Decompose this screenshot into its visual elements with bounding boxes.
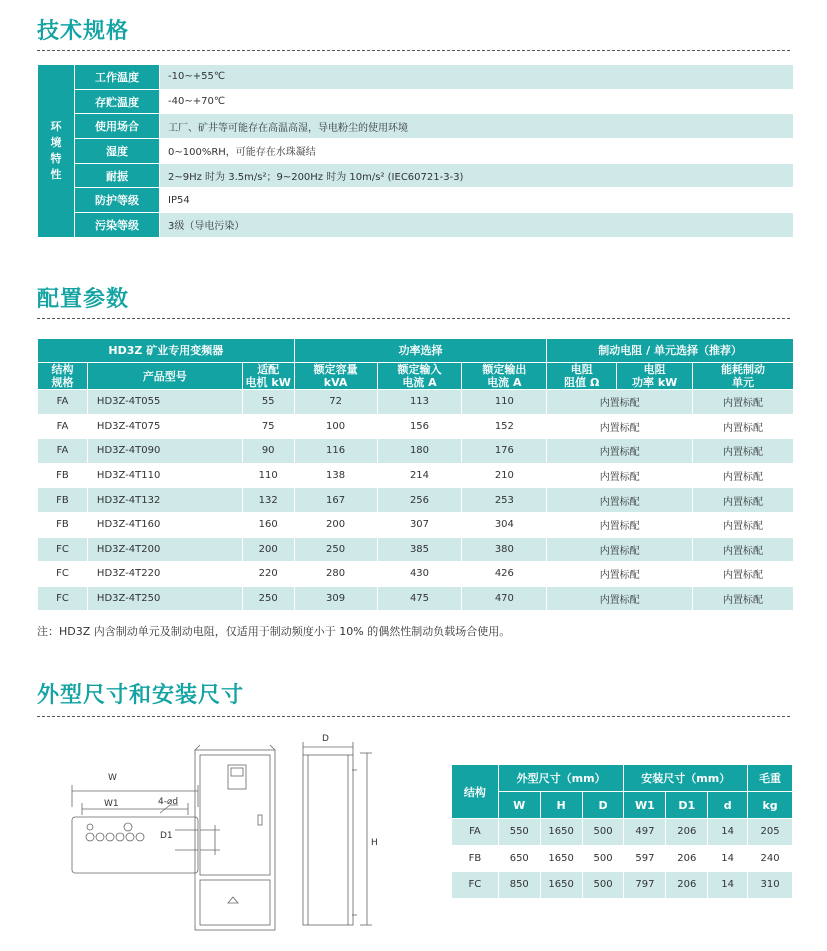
table-cell: 475 <box>377 586 462 611</box>
table-row <box>38 488 794 513</box>
table-cell: 72 <box>294 390 377 415</box>
dims-head-struct: 结构 <box>452 765 499 819</box>
table-cell: 内置标配 <box>547 439 693 464</box>
env-label: 耐振 <box>75 163 160 188</box>
env-label: 工作温度 <box>75 65 160 90</box>
table-cell: 14 <box>708 845 748 872</box>
table-cell: 110 <box>462 390 547 415</box>
table-cell: 206 <box>666 872 708 899</box>
table-row <box>452 819 793 846</box>
config-col-header: 额定输入 电流 A <box>377 363 462 390</box>
table-cell: 内置标配 <box>693 439 794 464</box>
cabinet-drawing <box>60 725 390 940</box>
table-cell: 116 <box>294 439 377 464</box>
table-cell: 90 <box>242 439 294 464</box>
config-col-header: 额定输出 电流 A <box>462 363 547 390</box>
config-col-header: 产品型号 <box>87 363 242 390</box>
table-cell: 138 <box>294 463 377 488</box>
dims-head-outer: 外型尺寸（mm） <box>498 765 624 792</box>
table-cell: 797 <box>624 872 666 899</box>
dims-sub-header: H <box>540 792 582 819</box>
table-cell: 650 <box>498 845 540 872</box>
table-cell: 220 <box>242 562 294 587</box>
table-cell: 307 <box>377 512 462 537</box>
table-cell: 214 <box>377 463 462 488</box>
section-title-dims: 外型尺寸和安装尺寸 <box>37 683 245 708</box>
table-cell: 470 <box>462 586 547 611</box>
env-row <box>38 213 794 238</box>
table-cell: 240 <box>748 845 793 872</box>
table-cell: HD3Z-4T110 <box>87 463 242 488</box>
table-cell: 253 <box>462 488 547 513</box>
table-cell: 内置标配 <box>693 586 794 611</box>
env-row <box>38 163 794 188</box>
table-cell: 156 <box>377 414 462 439</box>
table-cell: HD3Z-4T055 <box>87 390 242 415</box>
env-value: 0~100%RH，可能存在水珠凝结 <box>160 139 794 164</box>
env-label: 污染等级 <box>75 213 160 238</box>
table-cell: HD3Z-4T200 <box>87 537 242 562</box>
table-cell: 597 <box>624 845 666 872</box>
table-cell: 113 <box>377 390 462 415</box>
table-cell: 426 <box>462 562 547 587</box>
table-cell: 14 <box>708 819 748 846</box>
table-cell: 160 <box>242 512 294 537</box>
env-value: 2~9Hz 时为 3.5m/s²；9~200Hz 时为 10m/s² (IEC60721-3-3) <box>160 163 794 188</box>
table-cell: 200 <box>242 537 294 562</box>
top-view-drawing <box>72 785 220 873</box>
label-w1: W1 <box>104 799 119 809</box>
table-cell: 内置标配 <box>693 488 794 513</box>
table-cell: FB <box>38 512 88 537</box>
table-cell: HD3Z-4T220 <box>87 562 242 587</box>
dims-sub-header: D <box>582 792 624 819</box>
table-cell: 75 <box>242 414 294 439</box>
env-table <box>37 64 794 238</box>
table-cell: FC <box>38 562 88 587</box>
dims-head-install: 安装尺寸（mm） <box>624 765 748 792</box>
table-cell: FB <box>38 463 88 488</box>
table-cell: 250 <box>294 537 377 562</box>
env-row <box>38 65 794 90</box>
section-title-tech: 技术规格 <box>37 19 130 44</box>
table-cell: 14 <box>708 872 748 899</box>
table-cell: 内置标配 <box>547 537 693 562</box>
config-col-header: 电阻 功率 kW <box>617 363 693 390</box>
table-cell: FC <box>38 586 88 611</box>
env-row <box>38 139 794 164</box>
table-cell: FA <box>452 819 499 846</box>
table-cell: 304 <box>462 512 547 537</box>
table-cell: 550 <box>498 819 540 846</box>
table-cell: 内置标配 <box>547 512 693 537</box>
divider <box>37 318 790 319</box>
table-cell: FC <box>38 537 88 562</box>
table-cell: 250 <box>242 586 294 611</box>
table-cell: FB <box>452 845 499 872</box>
env-value: -10~+55℃ <box>160 65 794 90</box>
dims-table <box>451 764 793 899</box>
env-label: 存贮温度 <box>75 89 160 114</box>
label-d1: D1 <box>160 831 173 841</box>
label-w: W <box>108 773 117 783</box>
env-label: 湿度 <box>75 139 160 164</box>
env-label: 防护等级 <box>75 188 160 213</box>
env-value: -40~+70℃ <box>160 89 794 114</box>
table-cell: 内置标配 <box>693 512 794 537</box>
table-cell: 55 <box>242 390 294 415</box>
config-group-brake: 制动电阻 / 单元选择（推荐） <box>547 339 794 363</box>
table-cell: 500 <box>582 845 624 872</box>
table-cell: 380 <box>462 537 547 562</box>
env-label: 使用场合 <box>75 114 160 139</box>
table-cell: 内置标配 <box>547 463 693 488</box>
table-row <box>38 390 794 415</box>
table-cell: 152 <box>462 414 547 439</box>
table-cell: 200 <box>294 512 377 537</box>
table-cell: 1650 <box>540 845 582 872</box>
table-cell: 500 <box>582 872 624 899</box>
config-col-header: 结构 规格 <box>38 363 88 390</box>
label-h: H <box>371 838 378 848</box>
config-col-header: 能耗制动 单元 <box>693 363 794 390</box>
table-cell: 内置标配 <box>693 390 794 415</box>
label-hole: 4-⌀d <box>158 797 179 807</box>
table-cell: 500 <box>582 819 624 846</box>
side-view-drawing <box>303 742 372 925</box>
dims-sub-header: d <box>708 792 748 819</box>
table-cell: 256 <box>377 488 462 513</box>
table-cell: FA <box>38 414 88 439</box>
config-col-header: 适配 电机 kW <box>242 363 294 390</box>
dims-sub-header: W1 <box>624 792 666 819</box>
table-cell: 110 <box>242 463 294 488</box>
table-cell: 内置标配 <box>547 390 693 415</box>
table-row <box>38 463 794 488</box>
table-cell: 1650 <box>540 819 582 846</box>
table-cell: 内置标配 <box>693 537 794 562</box>
env-value: IP54 <box>160 188 794 213</box>
label-d: D <box>322 734 329 744</box>
table-cell: 385 <box>377 537 462 562</box>
env-row <box>38 188 794 213</box>
table-cell: 100 <box>294 414 377 439</box>
table-cell: 180 <box>377 439 462 464</box>
dims-sub-header: kg <box>748 792 793 819</box>
table-row <box>38 512 794 537</box>
table-cell: 309 <box>294 586 377 611</box>
table-cell: 310 <box>748 872 793 899</box>
table-cell: 206 <box>666 819 708 846</box>
table-cell: HD3Z-4T250 <box>87 586 242 611</box>
table-cell: 内置标配 <box>547 562 693 587</box>
divider <box>37 716 790 717</box>
table-cell: 206 <box>666 845 708 872</box>
table-cell: 内置标配 <box>693 463 794 488</box>
table-row <box>452 872 793 899</box>
table-row <box>38 562 794 587</box>
table-cell: 1650 <box>540 872 582 899</box>
table-cell: 内置标配 <box>547 488 693 513</box>
section-title-config: 配置参数 <box>37 287 130 312</box>
table-cell: 850 <box>498 872 540 899</box>
config-group-product: HD3Z 矿业专用变频器 <box>38 339 295 363</box>
table-cell: FC <box>452 872 499 899</box>
table-cell: 内置标配 <box>547 586 693 611</box>
table-cell: 497 <box>624 819 666 846</box>
table-cell: 205 <box>748 819 793 846</box>
table-cell: HD3Z-4T132 <box>87 488 242 513</box>
config-note: 注：HD3Z 内含制动单元及制动电阻，仅适用于制动频度小于 10% 的偶然性制动负载场合使用。 <box>37 625 511 638</box>
table-cell: 内置标配 <box>547 414 693 439</box>
env-side-label: 环 境 特 性 <box>38 65 75 238</box>
table-cell: 280 <box>294 562 377 587</box>
dims-sub-header: W <box>498 792 540 819</box>
config-table <box>37 338 794 611</box>
table-cell: FA <box>38 390 88 415</box>
table-cell: FA <box>38 439 88 464</box>
env-value: 工厂、矿井等可能存在高温高湿，导电粉尘的使用环境 <box>160 114 794 139</box>
table-cell: 210 <box>462 463 547 488</box>
env-row <box>38 89 794 114</box>
table-row <box>38 414 794 439</box>
table-cell: 内置标配 <box>693 414 794 439</box>
dims-head-weight: 毛重 <box>748 765 793 792</box>
dims-sub-header: D1 <box>666 792 708 819</box>
config-group-power: 功率选择 <box>294 339 547 363</box>
env-row <box>38 114 794 139</box>
config-col-header: 电阻 阻值 Ω <box>547 363 617 390</box>
table-cell: 132 <box>242 488 294 513</box>
table-cell: FB <box>38 488 88 513</box>
table-cell: 176 <box>462 439 547 464</box>
table-row <box>38 439 794 464</box>
table-cell: 内置标配 <box>693 562 794 587</box>
config-col-header: 额定容量 kVA <box>294 363 377 390</box>
table-cell: HD3Z-4T090 <box>87 439 242 464</box>
env-value: 3级（导电污染） <box>160 213 794 238</box>
table-row <box>38 537 794 562</box>
table-cell: 430 <box>377 562 462 587</box>
divider <box>37 50 790 51</box>
table-cell: HD3Z-4T160 <box>87 512 242 537</box>
cable-holes <box>86 823 144 841</box>
front-view-drawing <box>195 745 275 930</box>
table-row <box>38 586 794 611</box>
table-cell: 167 <box>294 488 377 513</box>
table-cell: HD3Z-4T075 <box>87 414 242 439</box>
table-row <box>452 845 793 872</box>
